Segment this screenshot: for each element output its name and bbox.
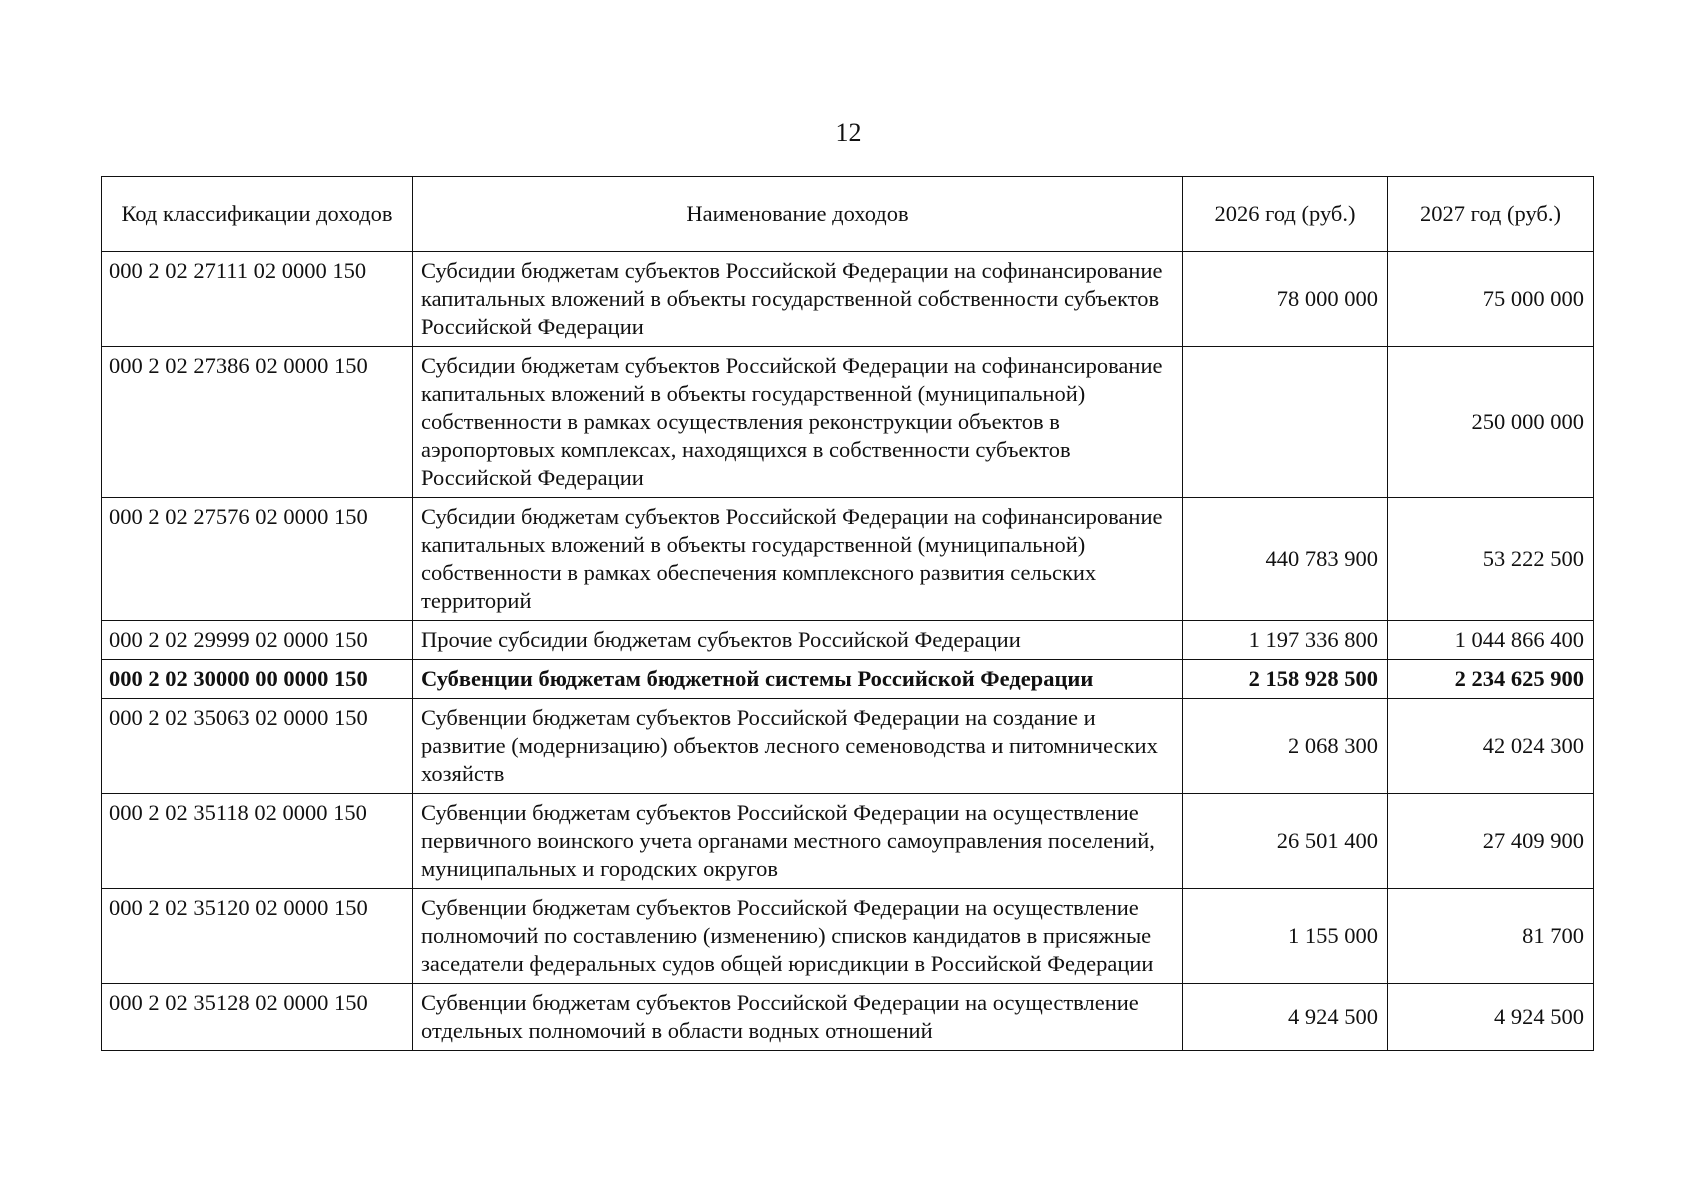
cell-code: 000 2 02 27576 02 0000 150 — [102, 498, 413, 621]
cell-name: Субвенции бюджетам бюджетной системы Российской Федерации — [413, 660, 1183, 699]
table-row — [102, 498, 1594, 621]
cell-name: Субвенции бюджетам субъектов Российской Федерации на осуществление полномочий по составлению (изменению) списков кандидатов в присяжные заседатели федеральных судов общей юрисдикции в Российской Федерации — [413, 889, 1183, 984]
cell-2027: 1 044 866 400 — [1388, 621, 1594, 660]
table-row — [102, 984, 1594, 1051]
cell-code: 000 2 02 27386 02 0000 150 — [102, 347, 413, 498]
cell-code: 000 2 02 35128 02 0000 150 — [102, 984, 413, 1051]
header-name: Наименование доходов — [413, 177, 1183, 252]
cell-code: 000 2 02 35063 02 0000 150 — [102, 699, 413, 794]
cell-code: 000 2 02 29999 02 0000 150 — [102, 621, 413, 660]
revenue-table — [101, 176, 1594, 1051]
table-row — [102, 621, 1594, 660]
cell-2026: 78 000 000 — [1183, 252, 1388, 347]
table-row — [102, 252, 1594, 347]
table-header-row — [102, 177, 1594, 252]
cell-2027: 53 222 500 — [1388, 498, 1594, 621]
cell-name: Прочие субсидии бюджетам субъектов Российской Федерации — [413, 621, 1183, 660]
cell-name: Субсидии бюджетам субъектов Российской Федерации на софинансирование капитальных вложений в объекты государственной (муниципальной) собственности в рамках обеспечения комплексного развития сельских территорий — [413, 498, 1183, 621]
cell-2027: 42 024 300 — [1388, 699, 1594, 794]
cell-name: Субвенции бюджетам субъектов Российской Федерации на осуществление отдельных полномочий в области водных отношений — [413, 984, 1183, 1051]
cell-2027: 4 924 500 — [1388, 984, 1594, 1051]
cell-name: Субсидии бюджетам субъектов Российской Федерации на софинансирование капитальных вложений в объекты государственной собственности субъектов Российской Федерации — [413, 252, 1183, 347]
header-code: Код классификации доходов — [102, 177, 413, 252]
header-2026: 2026 год (руб.) — [1183, 177, 1388, 252]
cell-2026: 2 068 300 — [1183, 699, 1388, 794]
cell-2026: 26 501 400 — [1183, 794, 1388, 889]
header-2027: 2027 год (руб.) — [1388, 177, 1594, 252]
cell-name: Субвенции бюджетам субъектов Российской Федерации на создание и развитие (модернизацию) объектов лесного семеноводства и питомнических хозяйств — [413, 699, 1183, 794]
cell-2026: 2 158 928 500 — [1183, 660, 1388, 699]
cell-2027: 75 000 000 — [1388, 252, 1594, 347]
table-row — [102, 889, 1594, 984]
cell-name: Субвенции бюджетам субъектов Российской Федерации на осуществление первичного воинского учета органами местного самоуправления поселений, муниципальных и городских округов — [413, 794, 1183, 889]
table-row-subtotal — [102, 660, 1594, 699]
cell-2026: 1 197 336 800 — [1183, 621, 1388, 660]
table-row — [102, 699, 1594, 794]
cell-code: 000 2 02 27111 02 0000 150 — [102, 252, 413, 347]
table-row — [102, 794, 1594, 889]
page-number: 12 — [835, 118, 862, 147]
table-row — [102, 347, 1594, 498]
cell-2026 — [1183, 347, 1388, 498]
cell-2026: 1 155 000 — [1183, 889, 1388, 984]
cell-2027: 27 409 900 — [1388, 794, 1594, 889]
cell-2026: 4 924 500 — [1183, 984, 1388, 1051]
cell-2026: 440 783 900 — [1183, 498, 1388, 621]
cell-code: 000 2 02 30000 00 0000 150 — [102, 660, 413, 699]
cell-2027: 2 234 625 900 — [1388, 660, 1594, 699]
cell-code: 000 2 02 35120 02 0000 150 — [102, 889, 413, 984]
cell-2027: 250 000 000 — [1388, 347, 1594, 498]
cell-code: 000 2 02 35118 02 0000 150 — [102, 794, 413, 889]
cell-2027: 81 700 — [1388, 889, 1594, 984]
cell-name: Субсидии бюджетам субъектов Российской Федерации на софинансирование капитальных вложений в объекты государственной (муниципальной) собственности в рамках осуществления реконструкции объектов в аэропортовых комплексах, находящихся в собственности субъектов Российской Федерации — [413, 347, 1183, 498]
